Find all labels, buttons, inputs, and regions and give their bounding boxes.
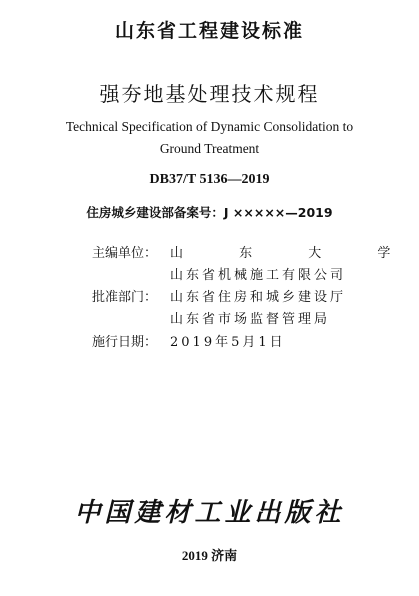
approver-department-1: 山东省住房和城乡建设厅	[170, 290, 347, 305]
approver-department-2: 山东省市场监督管理局	[170, 312, 331, 327]
document-title-chinese: 强夯地基处理技术规程	[99, 82, 320, 106]
english-title-line-2: Ground Treatment	[159, 141, 260, 156]
editor-label: 主编单位：	[92, 246, 158, 261]
record-number: 住房城乡建设部备案号：J ×××××—2019	[86, 205, 333, 220]
standard-category-title: 山东省工程建设标准	[114, 20, 304, 42]
publication-year-city: 2019 济南	[181, 548, 238, 563]
approver-row-1	[92, 286, 346, 310]
approver-row-2	[92, 308, 330, 332]
effective-date-value: 2019年5月1日	[170, 335, 286, 350]
english-title-line-1: Technical Specification of Dynamic Consolidation to	[65, 119, 354, 134]
editor-row-1	[92, 242, 416, 266]
editor-company: 山东省机械施工有限公司	[170, 268, 347, 283]
approver-label: 批准部门：	[92, 290, 158, 305]
effective-date-row	[92, 331, 286, 355]
effective-date-label: 施行日期：	[92, 335, 158, 350]
editor-university: 山 东 大 学	[170, 246, 417, 261]
standard-code: DB37/T 5136—2019	[149, 172, 270, 187]
editor-row-2	[92, 264, 346, 288]
publisher-name: 中国建材工业出版社	[74, 498, 345, 528]
document-title-english	[0, 116, 419, 160]
